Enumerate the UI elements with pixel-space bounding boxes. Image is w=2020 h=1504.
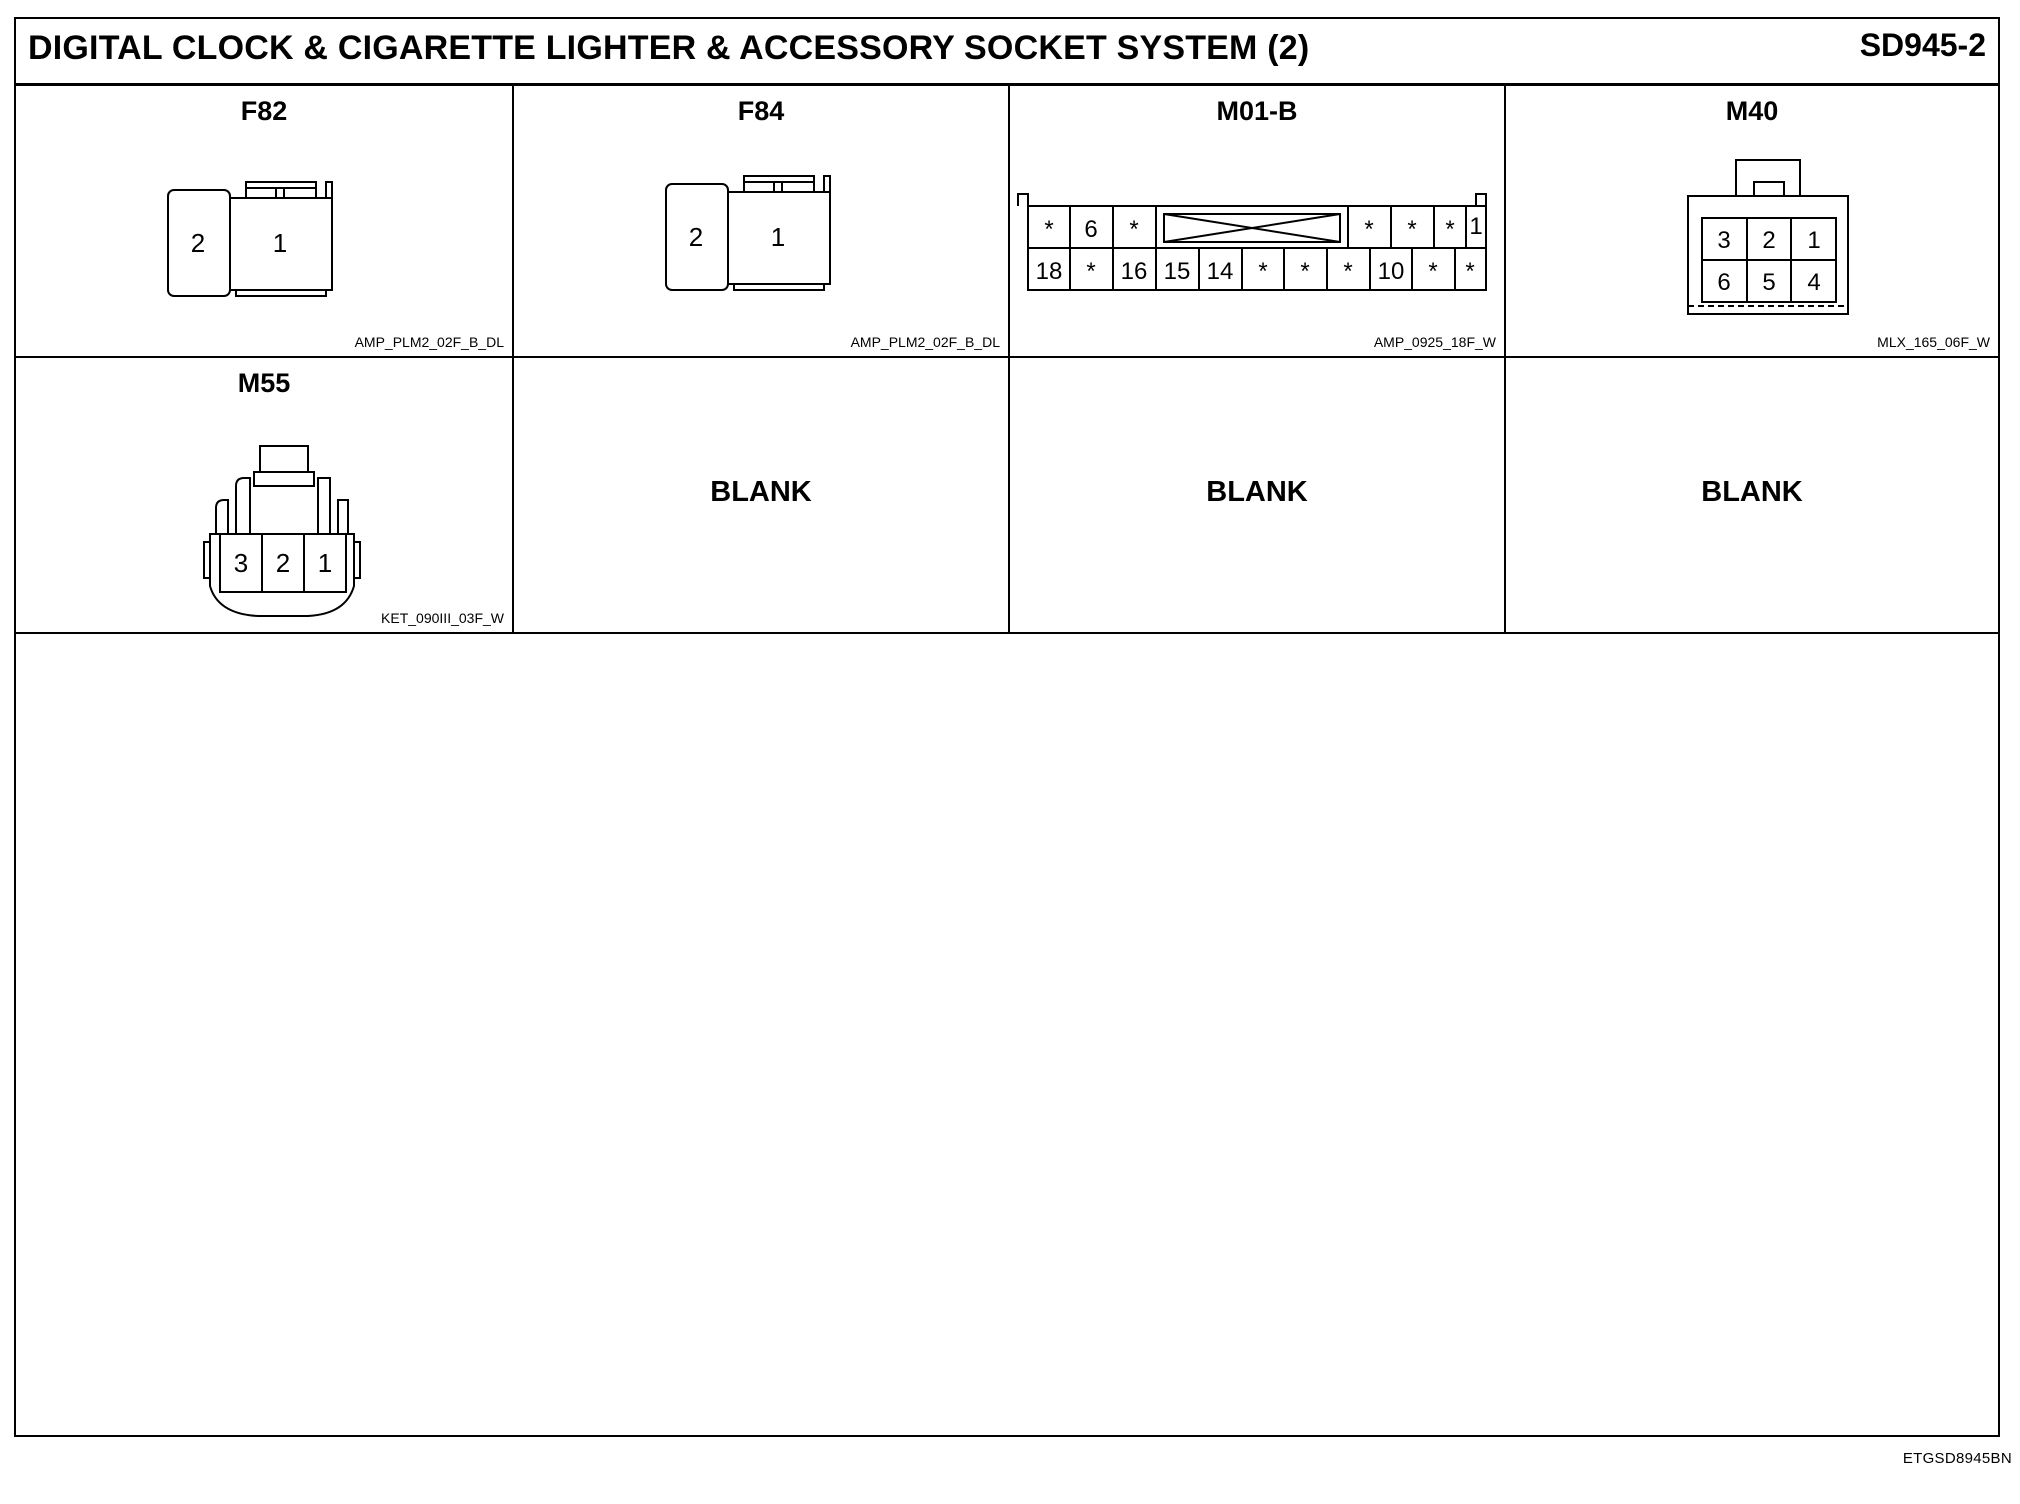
connector-latch xyxy=(246,182,316,198)
title-bar xyxy=(16,19,1998,86)
pin-label: 1 xyxy=(272,228,288,258)
connector-m01-b-drawing xyxy=(1018,176,1498,286)
pin-label: * xyxy=(1086,258,1096,285)
page-title: DIGITAL CLOCK & CIGARETTE LIGHTER & ACCESSORY SOCKET SYSTEM (2) xyxy=(28,29,1310,67)
connector-latch xyxy=(260,446,308,472)
pin-label: * xyxy=(1300,258,1310,285)
connector-type: MLX_165_06F_W xyxy=(1877,334,1990,350)
pin-label: 3 xyxy=(1717,227,1731,254)
pin-label: * xyxy=(1258,258,1268,285)
empty-area xyxy=(16,634,1998,1435)
connector-f84-drawing xyxy=(664,170,864,310)
pin-label: 5 xyxy=(1762,269,1776,296)
pin-label: 6 xyxy=(1084,216,1098,243)
connector-m55-drawing xyxy=(196,438,386,598)
pin-label: 1 xyxy=(1469,213,1483,240)
pin-label: 2 xyxy=(190,228,206,258)
connector-f82-drawing xyxy=(166,176,366,316)
connector-name: F82 xyxy=(240,96,288,126)
blank-cell xyxy=(512,358,1008,632)
connector-name: M01-B xyxy=(1216,96,1298,126)
connector-latch xyxy=(1736,160,1800,196)
connector-latch xyxy=(744,176,814,192)
pin-label: 15 xyxy=(1163,258,1191,285)
pin-label: 10 xyxy=(1377,258,1405,285)
blank-cell xyxy=(1504,358,1998,632)
connector-cell-f84 xyxy=(512,86,1008,358)
pin-label: 2 xyxy=(1762,227,1776,254)
pin-label: * xyxy=(1364,216,1374,243)
blank-cell xyxy=(1008,358,1504,632)
pin-label: * xyxy=(1465,258,1475,285)
pin-label: 1 xyxy=(770,222,786,252)
connector-body xyxy=(1688,196,1848,314)
pin-label: 2 xyxy=(688,222,704,252)
connector-cell-f82 xyxy=(16,86,512,358)
pin-label: 1 xyxy=(1807,227,1821,254)
connector-name: M40 xyxy=(1725,96,1779,126)
blank-label: BLANK xyxy=(1701,476,1803,508)
pin-label: * xyxy=(1129,216,1139,243)
pin-label: 1 xyxy=(317,548,333,578)
connector-type: AMP_PLM2_02F_B_DL xyxy=(354,334,504,350)
connector-m40-drawing xyxy=(1686,158,1856,318)
pin-label: 6 xyxy=(1717,269,1731,296)
blank-label: BLANK xyxy=(1206,476,1308,508)
blank-label: BLANK xyxy=(710,476,812,508)
pin-label: 2 xyxy=(275,548,291,578)
pin-label: 18 xyxy=(1035,258,1063,285)
connector-latch xyxy=(254,472,314,486)
connector-cell-m40 xyxy=(1504,86,1998,358)
keying-cross xyxy=(1164,214,1340,242)
pin-label: 16 xyxy=(1120,258,1148,285)
pin-label: * xyxy=(1343,258,1353,285)
pin-label: * xyxy=(1044,216,1054,243)
connector-type: AMP_PLM2_02F_B_DL xyxy=(850,334,1000,350)
connector-name: M55 xyxy=(237,368,291,398)
diagram-frame xyxy=(14,17,2000,1437)
pin-label: 4 xyxy=(1807,269,1821,296)
footer-code: ETGSD8945BN xyxy=(1902,1450,2012,1467)
pin-label: * xyxy=(1407,216,1417,243)
pin-label: 14 xyxy=(1206,258,1234,285)
connector-latch xyxy=(1754,182,1784,196)
connector-name: F84 xyxy=(737,96,785,126)
connector-outline xyxy=(1018,194,1486,206)
connector-type: KET_090III_03F_W xyxy=(381,610,504,626)
connector-type: AMP_0925_18F_W xyxy=(1373,334,1496,350)
connector-cell-m01-b xyxy=(1008,86,1504,358)
pin-label: * xyxy=(1428,258,1438,285)
connector-grid xyxy=(16,86,1998,634)
page-code: SD945-2 xyxy=(1859,27,1986,63)
pin-label: 3 xyxy=(233,548,249,578)
pin-label: * xyxy=(1445,216,1455,243)
connector-cell-m55 xyxy=(16,358,512,632)
